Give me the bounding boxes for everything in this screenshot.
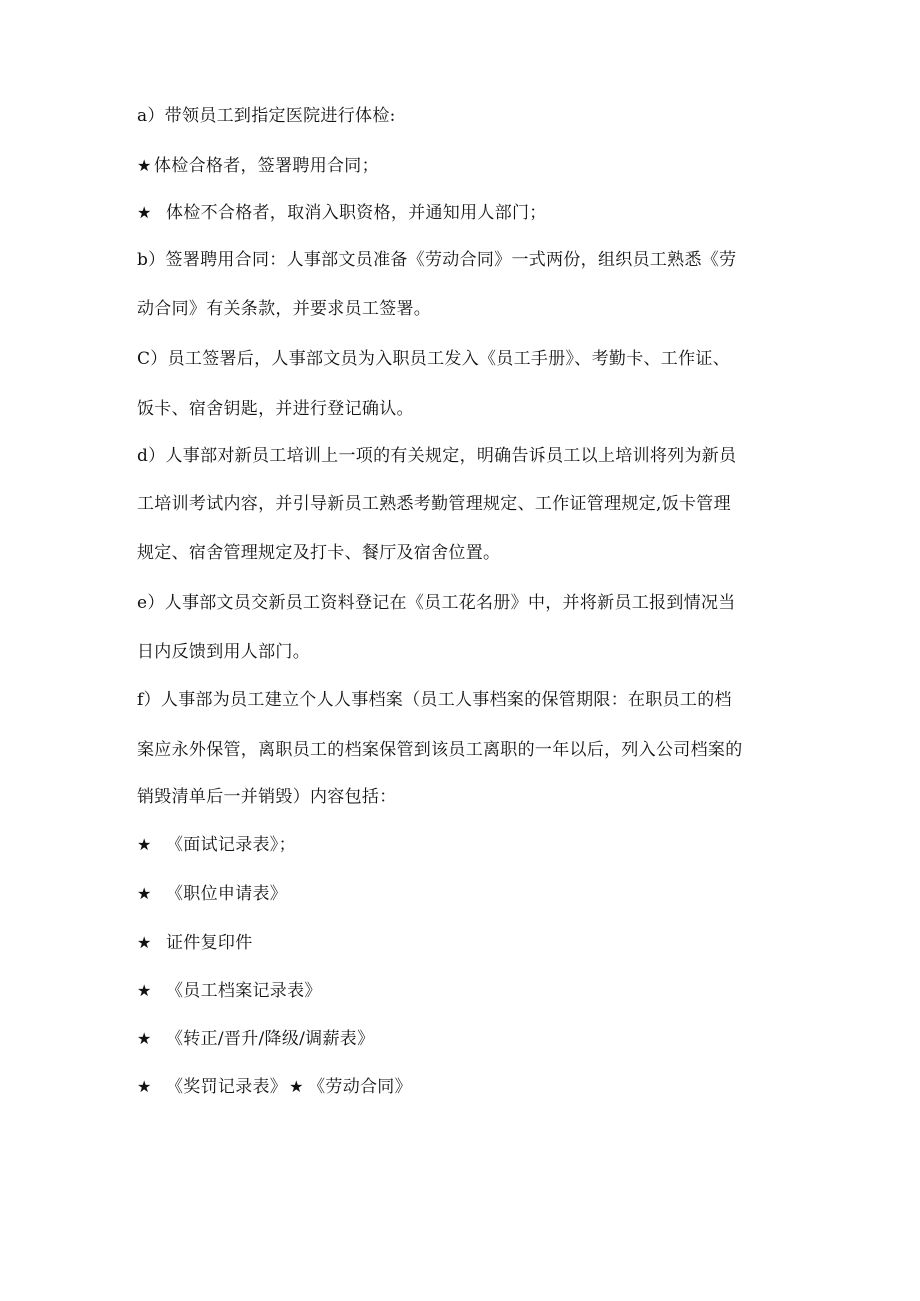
archive-item-id-copy-text: 证件复印件 — [166, 933, 253, 953]
item-b-text-2: 动合同》有关条款，并要求员工签署。 — [137, 299, 432, 319]
item-c-text-2: 饭卡、宿舍钥匙，并进行登记确认。 — [137, 399, 414, 419]
item-d-line-1 — [137, 444, 736, 468]
archive-item-application — [137, 882, 287, 906]
star-icon: ★ — [137, 1077, 152, 1096]
archive-item-reward-penalty-text: 《奖罚记录表》 — [166, 1077, 288, 1097]
item-f-line-3 — [137, 785, 397, 809]
bullet-exam-pass-text: 体检合格者，签署聘用合同； — [154, 156, 379, 176]
star-icon: ★ — [137, 203, 152, 222]
item-e-text-1: e）人事部文员交新员工资料登记在《员工花名册》中，并将新员工报到情况当 — [137, 593, 736, 613]
item-f-text-1: f）人事部为员工建立个人人事档案（员工人事档案的保管期限：在职员工的档 — [137, 690, 732, 710]
item-b-line-1 — [137, 248, 736, 272]
item-f-text-3: 销毁清单后一并销毁）内容包括： — [137, 787, 397, 807]
archive-item-status-change-text: 《转正/晋升/降级/调薪表》 — [166, 1029, 375, 1049]
item-c-text-1: C）员工签署后，人事部文员为入职员工发入《员工手册》、考勤卡、工作证、 — [137, 349, 731, 369]
item-c-line-2 — [137, 397, 414, 421]
star-icon: ★ — [137, 835, 152, 854]
star-icon: ★ — [137, 981, 152, 1000]
archive-item-reward-contract — [137, 1075, 412, 1099]
item-e-line-2 — [137, 640, 310, 664]
archive-item-interview-text: 《面试记录表》； — [166, 835, 296, 855]
item-d-text-1: d）人事部对新员工培训上一项的有关规定，明确告诉员工以上培训将列为新员 — [137, 446, 737, 466]
archive-item-application-text: 《职位申请表》 — [166, 884, 288, 904]
item-f-line-2 — [137, 738, 743, 762]
item-d-text-3: 规定、宿舍管理规定及打卡、餐厅及宿舍位置。 — [137, 543, 501, 563]
item-a-text: a）带领员工到指定医院进行体检: — [137, 106, 396, 126]
item-e-line-1 — [137, 591, 736, 615]
item-a — [137, 104, 396, 128]
item-e-text-2: 日内反馈到用人部门。 — [137, 642, 310, 662]
star-icon: ★ — [289, 1077, 304, 1096]
item-f-line-1 — [137, 688, 732, 712]
archive-item-employee-record-text: 《员工档案记录表》 — [166, 981, 322, 1001]
item-b-line-2 — [137, 297, 431, 321]
item-b-text-1: b）签署聘用合同：人事部文员准备《劳动合同》一式两份，组织员工熟悉《劳 — [137, 250, 737, 270]
archive-item-interview — [137, 833, 296, 857]
archive-item-employee-record — [137, 979, 322, 1003]
item-d-text-2: 工培训考试内容，并引导新员工熟悉考勤管理规定、工作证管理规定,饭卡管理 — [137, 494, 731, 514]
archive-item-id-copy — [137, 931, 253, 955]
archive-item-labor-contract-text: 《劳动合同》 — [308, 1077, 412, 1097]
item-c-line-1 — [137, 347, 730, 371]
star-icon: ★ — [137, 156, 152, 175]
bullet-exam-fail-text: 体检不合格者，取消入职资格，并通知用人部门； — [166, 203, 547, 223]
bullet-exam-fail — [137, 201, 547, 225]
star-icon: ★ — [137, 884, 152, 903]
item-f-text-2: 案应永外保管，离职员工的档案保管到该员工离职的一年以后，列入公司档案的 — [137, 740, 743, 760]
item-d-line-2 — [137, 492, 731, 516]
star-icon: ★ — [137, 1029, 152, 1048]
star-icon: ★ — [137, 933, 152, 952]
bullet-exam-pass — [137, 154, 379, 178]
archive-item-status-change — [137, 1027, 374, 1051]
item-d-line-3 — [137, 541, 500, 565]
